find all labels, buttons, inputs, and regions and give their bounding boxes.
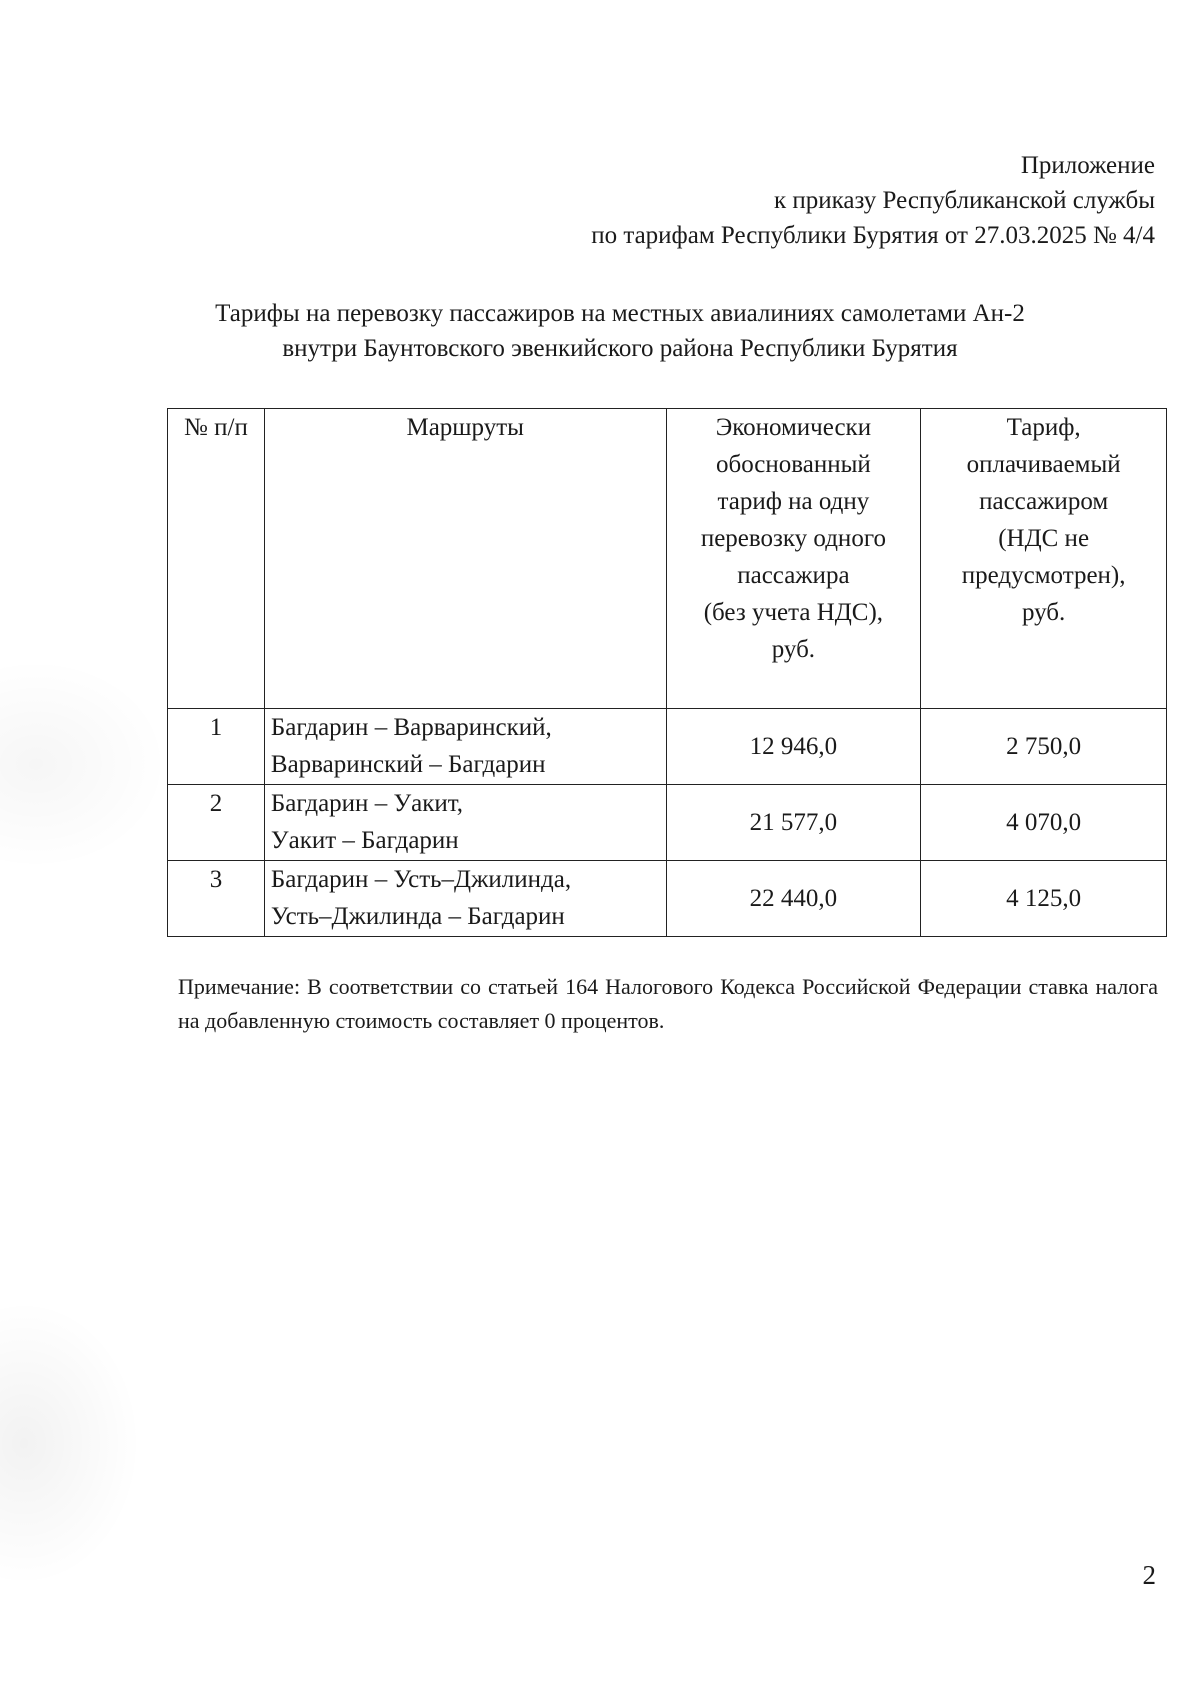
title-line-1: Тарифы на перевозку пассажиров на местных авиалиниях самолетами Ан-2	[215, 300, 1025, 327]
header-paid-line: пассажиром	[979, 488, 1109, 515]
header-routes-label: Маршруты	[406, 414, 524, 441]
route-line: Уакит – Багдарин	[270, 827, 459, 854]
header-paid-line: руб.	[1021, 599, 1066, 626]
row-number: 1	[168, 709, 265, 785]
header-paid-tariff	[921, 409, 1167, 709]
header-paid-line: оплачиваемый	[966, 451, 1121, 478]
header-econ-line: перевозку одного	[700, 525, 886, 552]
appendix-line-1: Приложение	[1020, 152, 1155, 179]
table-row	[168, 861, 1167, 937]
row-paid-tariff: 4 070,0	[921, 785, 1167, 861]
row-route	[264, 709, 666, 785]
row-paid-tariff: 4 125,0	[921, 861, 1167, 937]
header-econ-line: Экономически	[715, 414, 872, 441]
row-paid-tariff: 2 750,0	[921, 709, 1167, 785]
tariffs-table	[167, 408, 1167, 937]
table-header-row	[168, 409, 1167, 709]
route-line: Багдарин – Усть–Джилинда,	[270, 866, 572, 893]
table-row	[168, 709, 1167, 785]
route-line: Багдарин – Уакит,	[270, 790, 464, 817]
row-route	[264, 861, 666, 937]
page-number: 2	[1142, 1560, 1156, 1590]
row-route	[264, 785, 666, 861]
appendix-line-3: по тарифам Республики Бурятия от 27.03.2025 № 4/4	[591, 222, 1155, 249]
appendix-line-2: к приказу Республиканской службы	[773, 187, 1155, 214]
header-econ-line: руб.	[771, 636, 816, 663]
header-paid-line: (НДС не	[998, 525, 1090, 552]
header-econ-line: (без учета НДС),	[703, 599, 884, 626]
title-line-2: внутри Баунтовского эвенкийского района Республики Бурятия	[282, 335, 958, 362]
header-econ-line: тариф на одну	[717, 488, 870, 515]
row-number: 3	[168, 861, 265, 937]
route-line: Варваринский – Багдарин	[270, 751, 546, 778]
row-economic-tariff: 22 440,0	[666, 861, 921, 937]
table-row	[168, 785, 1167, 861]
document-title	[160, 296, 1080, 366]
header-economic-tariff	[666, 409, 921, 709]
header-econ-line: пассажира	[737, 562, 850, 589]
header-econ-line: обоснованный	[715, 451, 871, 478]
header-paid-line: предусмотрен),	[961, 562, 1126, 589]
row-economic-tariff: 12 946,0	[666, 709, 921, 785]
header-routes	[264, 409, 666, 709]
header-number	[168, 409, 265, 709]
header-number-label: № п/п	[184, 414, 248, 441]
footnote: Примечание: В соответствии со статьей 164 Налогового Кодекса Российской Федерации ставка налога на добавленную стоимость составляет 0 процентов.	[178, 974, 1158, 1033]
appendix-header	[591, 148, 1155, 253]
row-number: 2	[168, 785, 265, 861]
route-line: Багдарин – Варваринский,	[270, 714, 552, 741]
route-line: Усть–Джилинда – Багдарин	[270, 903, 565, 930]
header-paid-line: Тариф,	[1006, 414, 1081, 441]
row-economic-tariff: 21 577,0	[666, 785, 921, 861]
